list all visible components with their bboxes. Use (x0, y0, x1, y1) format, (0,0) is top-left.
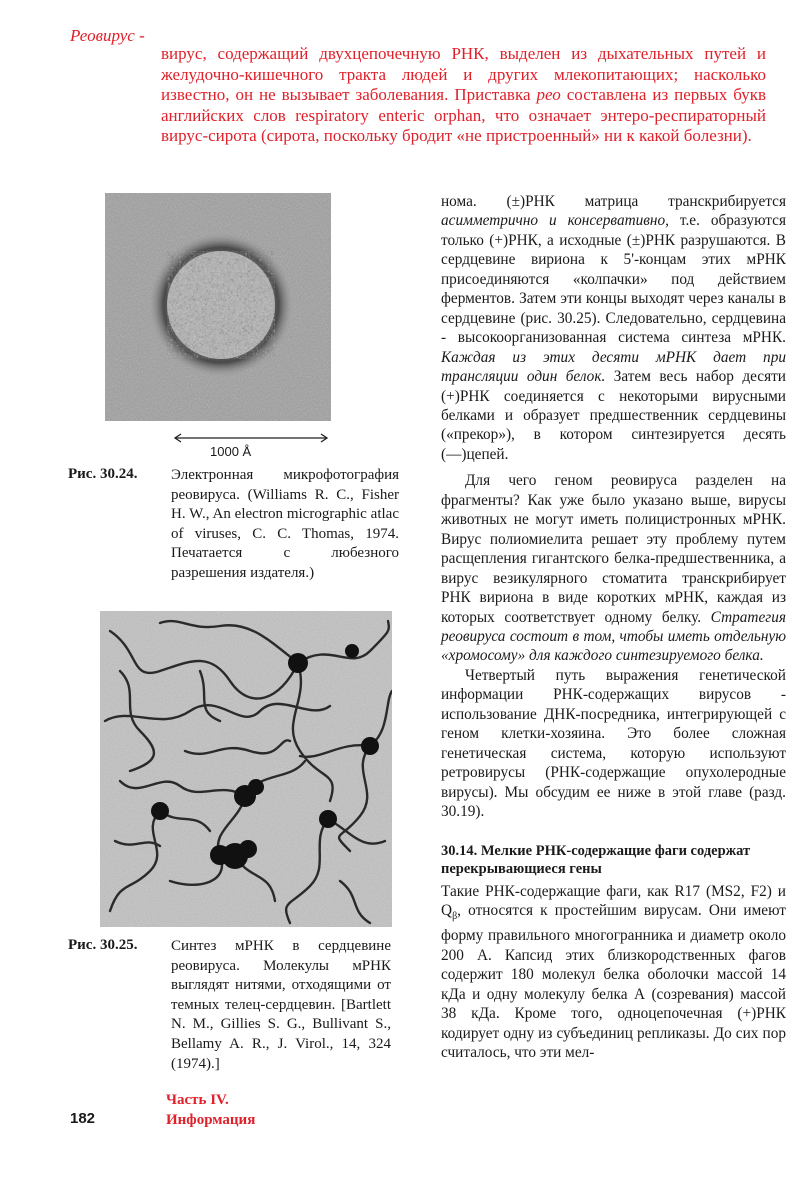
figure-caption: Электронная микрофотография реовируса. (Williams R. C., Fisher H. W., An electron micrographic atlac of viruses, C. C. Thomas, 1974. Печатается с любезного разрешения издателя.) (171, 467, 399, 581)
definition-text: составлена из первых букв английских слов respiratory enteric orphan, что означает энтеро-респираторный вирус-сирота (сирота, поскольку бродит «не пристроенный» ни к какой болезни). (161, 85, 766, 146)
emphasis: асимметрично и консервативно, (441, 212, 669, 230)
paragraph (441, 471, 786, 666)
figure-label: Рис. 30.24. (68, 466, 138, 482)
part-footer (166, 1090, 255, 1130)
definition-prefix: рео (536, 85, 561, 105)
glossary-term: Реовирус - (70, 26, 145, 45)
body-column (441, 192, 786, 1063)
emphasis: Стратегия реовируса состоит в том, чтобы иметь отдельную «хромосому» для каждого синтезируемого белка. (441, 608, 786, 665)
text-run: , относятся к простейшим вирусам. Они имеют форму правильного многогранника и диаметр около 200 А. Капсид этих близкородственных фагов содержит 180 молекул белка оболочки массой 14 кДа и одну молекулу белка А (созревания) массой 38 кДа. Кроме того, одноцепочечная (+)РНК кодирует одну из субъединиц репликазы. До сих пор считалось, что эти мел- (441, 901, 786, 1062)
glossary-definition (161, 44, 766, 147)
figure-label: Рис. 30.25. (68, 937, 138, 953)
text-run: нома. (±)РНК матрица транскрибируется (441, 193, 786, 210)
emphasis: Каждая из этих десяти мРНК дает при трансляции один белок. (441, 348, 786, 386)
text-run: Такие РНК-содержащие фаги, как R17 (MS2, F2) и Q (441, 882, 786, 919)
reovirus-micrograph (105, 193, 331, 421)
section-heading: 30.14. Мелкие РНК-содержащие фаги содержат перекрывающиеся гены (441, 842, 751, 877)
part-number: Часть IV. (166, 1092, 229, 1108)
page-number: 182 (70, 1110, 96, 1127)
text-run: Затем весь набор десяти (+)РНК соединяется с некоторыми вирусными белками и образует предшественник сердцевины («прекор»), в котором синтезируется десять (—)цепей. (441, 368, 786, 463)
paragraph (441, 192, 786, 464)
subscript: β (452, 911, 458, 922)
figure-caption: Синтез мРНК в сердцевине реовируса. Молекулы мРНК выглядят нитями, отходящими от темных телец-сердцевин. [Bartlett N. M., Gillies S. G., Bullivant S., Bellamy A. R., J. Virol., 14, 324 (1974).] (171, 938, 391, 1072)
paragraph (441, 882, 786, 1063)
definition-text: вирус, содержащий двухцепочечную РНК, выделен из дыхательных путей и желудочно-кишечного тракта людей и других млекопитающих; насколько известно, он не вызывает заболевания. Приставка (161, 44, 766, 105)
mrna-synthesis-micrograph (100, 611, 392, 927)
scale-bar (172, 432, 330, 444)
scale-label: 1000 Å (210, 444, 252, 459)
text-run: т.е. образуются только (+)РНК, а исходные (±)РНК разрушаются. В сердцевине вириона к 5'-концам этих мРНК присоединяются «колпачки» под действием ферментов. Затем эти концы выходят через каналы в сердцевине (рис. 30.25). Следовательно, сердцевина - высокоорганизованная система синтеза мРНК. (441, 212, 786, 347)
text-run: Для чего геном реовируса разделен на фрагменты? Как уже было указано выше, вирусы животных не могут иметь полицистронных мРНК. Вирус полиомиелита решает эту проблему путем расщепления гигантского белка-предшественника, а вирус везикулярного стоматита транскрибирует РНК вириона в виде коротких мРНК, каждая из которых соответствует одному белку. (441, 472, 786, 626)
part-title: Информация (166, 1112, 256, 1128)
paragraph: Четвертый путь выражения генетической информации РНК-содержащих вирусов - использование ДНК-посредника, интегрирующей с геном клетки-хозяина. Это более сложная генетическая система, которую используют ретровирусы (РНК-содержащие опухолеродные вирусы). Мы обсудим ее ниже в этой главе (разд. 30.19). (441, 666, 786, 821)
